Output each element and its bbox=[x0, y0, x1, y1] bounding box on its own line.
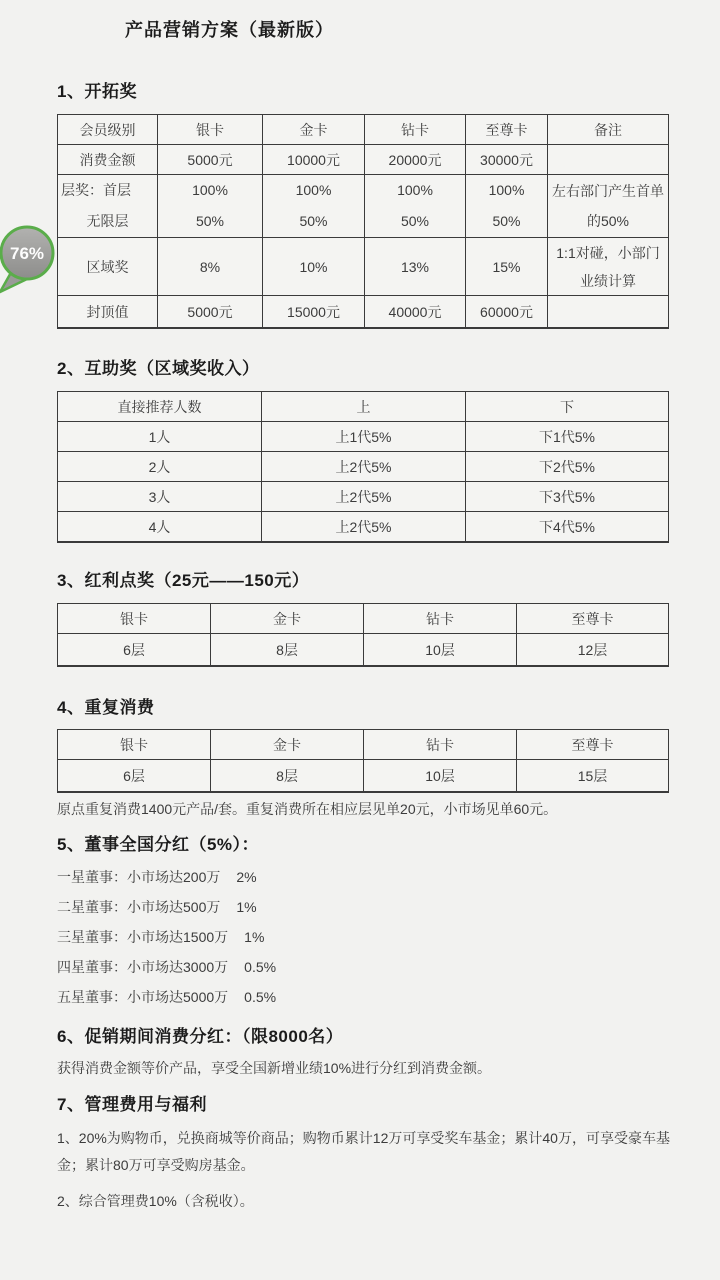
section-3-heading: 3、红利点奖（25元——150元） bbox=[57, 571, 310, 590]
table-header-cell: 至尊卡 bbox=[517, 604, 669, 634]
remark-cell: 左右部门产生首单的50% bbox=[548, 175, 669, 238]
layer-value: 50% bbox=[492, 213, 521, 229]
table-cell: 上2代5% bbox=[262, 482, 466, 512]
table-cell: 封顶值 bbox=[58, 296, 158, 329]
table-header-cell: 直接推荐人数 bbox=[58, 392, 262, 422]
table-cell: 消费金额 bbox=[58, 145, 158, 175]
table-row bbox=[58, 604, 669, 634]
dividend-pct: 0.5% bbox=[244, 989, 277, 1005]
table-cell: 8% bbox=[158, 238, 263, 296]
dividend-item bbox=[57, 869, 720, 886]
table-header-cell: 银卡 bbox=[158, 115, 263, 145]
remark-cell: 1:1对碰，小部门业绩计算 bbox=[548, 238, 669, 296]
layer-value: 100% bbox=[295, 182, 332, 198]
table-cell: 13% bbox=[365, 238, 466, 296]
table-row bbox=[58, 730, 669, 760]
table-cell: 上2代5% bbox=[262, 512, 466, 543]
table-header-cell: 备注 bbox=[548, 115, 669, 145]
mutual-aid-table bbox=[57, 391, 669, 543]
repeat-consumption-table bbox=[57, 729, 669, 793]
dividend-item bbox=[57, 959, 720, 976]
management-item: 1、20%为购物币，兑换商城等价商品；购物币累计12万可享受奖车基金；累计40万，可享受豪车基金；累计80万可享受购房基金。 bbox=[57, 1130, 670, 1173]
table-row bbox=[58, 422, 669, 452]
table-header-cell: 金卡 bbox=[211, 604, 364, 634]
table-row bbox=[58, 238, 669, 296]
dividend-label: 四星董事：小市场达3000万 bbox=[57, 959, 229, 975]
dividend-pct: 1% bbox=[244, 929, 265, 945]
dividend-label: 一星董事：小市场达200万 bbox=[57, 869, 221, 885]
table-header-cell: 银卡 bbox=[58, 730, 211, 760]
table-cell: 区域奖 bbox=[58, 238, 158, 296]
table-header-cell: 金卡 bbox=[211, 730, 364, 760]
table-cell: 40000元 bbox=[365, 296, 466, 329]
table-cell bbox=[263, 175, 365, 238]
page-title: 产品营销方案（最新版） bbox=[125, 20, 334, 40]
layer-value: 50% bbox=[195, 213, 225, 229]
table-cell: 10层 bbox=[364, 634, 517, 667]
table-row bbox=[58, 175, 669, 238]
table-cell: 下3代5% bbox=[466, 482, 669, 512]
table-cell: 15000元 bbox=[263, 296, 365, 329]
table-cell: 10% bbox=[263, 238, 365, 296]
section-5-heading: 5、董事全国分红（5%）： bbox=[57, 835, 260, 854]
table-cell: 2人 bbox=[58, 452, 262, 482]
section-1-heading: 1、开拓奖 bbox=[57, 82, 137, 101]
layer-value: 100% bbox=[397, 182, 433, 198]
table-cell: 上1代5% bbox=[262, 422, 466, 452]
table-cell: 10000元 bbox=[263, 145, 365, 175]
layer-label-line1: 层奖：首层 bbox=[61, 182, 131, 198]
table-cell: 下1代5% bbox=[466, 422, 669, 452]
promo-dividend-text: 获得消费金额等价产品，享受全国新增业绩10%进行分红到消费金额。 bbox=[57, 1060, 492, 1076]
table-header-cell: 至尊卡 bbox=[466, 115, 548, 145]
layer-value: 50% bbox=[400, 213, 430, 229]
pioneer-award-table bbox=[57, 114, 669, 329]
table-cell bbox=[58, 175, 158, 238]
table-cell bbox=[365, 175, 466, 238]
dividend-label: 五星董事：小市场达5000万 bbox=[57, 989, 229, 1005]
table-header-cell: 钻卡 bbox=[365, 115, 466, 145]
section-2-heading: 2、互助奖（区域奖收入） bbox=[57, 359, 260, 378]
table-header-cell: 上 bbox=[262, 392, 466, 422]
progress-bubble-graphic bbox=[0, 221, 61, 297]
table-cell: 20000元 bbox=[365, 145, 466, 175]
table-row bbox=[58, 392, 669, 422]
table-row bbox=[58, 452, 669, 482]
table-header-cell: 钻卡 bbox=[364, 730, 517, 760]
section-7-heading: 7、管理费用与福利 bbox=[57, 1095, 207, 1114]
table-cell: 10层 bbox=[364, 760, 517, 793]
dividend-pct: 0.5% bbox=[244, 959, 277, 975]
management-item: 2、综合管理费10%（含税收）。 bbox=[57, 1193, 254, 1209]
dividend-item bbox=[57, 929, 720, 946]
table-cell: 8层 bbox=[211, 760, 364, 793]
bonus-point-table bbox=[57, 603, 669, 667]
section-6-heading: 6、促销期间消费分红：（限8000名） bbox=[57, 1027, 344, 1046]
table-cell: 5000元 bbox=[158, 296, 263, 329]
table-cell bbox=[548, 145, 669, 175]
table-cell: 6层 bbox=[58, 634, 211, 667]
table-cell bbox=[548, 296, 669, 329]
table-cell: 15% bbox=[466, 238, 548, 296]
table-cell: 下4代5% bbox=[466, 512, 669, 543]
table-cell: 30000元 bbox=[466, 145, 548, 175]
table-header-cell: 银卡 bbox=[58, 604, 211, 634]
table-cell: 12层 bbox=[517, 634, 669, 667]
table-cell: 上2代5% bbox=[262, 452, 466, 482]
table-cell: 6层 bbox=[58, 760, 211, 793]
layer-value: 100% bbox=[192, 182, 228, 198]
dividend-pct: 2% bbox=[236, 869, 257, 885]
dividend-label: 三星董事：小市场达1500万 bbox=[57, 929, 229, 945]
progress-bubble-label: 76% bbox=[9, 244, 45, 263]
dividend-label: 二星董事：小市场达500万 bbox=[57, 899, 221, 915]
dividend-item bbox=[57, 989, 720, 1006]
table-row bbox=[58, 512, 669, 543]
progress-bubble[interactable] bbox=[0, 221, 61, 297]
table-cell: 下2代5% bbox=[466, 452, 669, 482]
table-cell: 8层 bbox=[211, 634, 364, 667]
table-row bbox=[58, 760, 669, 793]
table-header-cell: 至尊卡 bbox=[517, 730, 669, 760]
table-cell: 60000元 bbox=[466, 296, 548, 329]
table-row bbox=[58, 296, 669, 329]
repeat-consumption-note: 原点重复消费1400元产品/套。重复消费所在相应层见单20元，小市场见单60元。 bbox=[57, 801, 558, 817]
table-header-cell: 钻卡 bbox=[364, 604, 517, 634]
table-cell: 1人 bbox=[58, 422, 262, 452]
table-header-cell: 会员级别 bbox=[58, 115, 158, 145]
table-cell bbox=[466, 175, 548, 238]
section-4-heading: 4、重复消费 bbox=[57, 698, 155, 717]
table-cell bbox=[158, 175, 263, 238]
table-row bbox=[58, 115, 669, 145]
dividend-pct: 1% bbox=[236, 899, 257, 915]
layer-value: 100% bbox=[488, 182, 525, 198]
table-header-cell: 金卡 bbox=[263, 115, 365, 145]
layer-value: 50% bbox=[299, 213, 328, 229]
table-cell: 3人 bbox=[58, 482, 262, 512]
table-header-cell: 下 bbox=[466, 392, 669, 422]
layer-label-line2: 无限层 bbox=[86, 213, 129, 229]
table-row bbox=[58, 145, 669, 175]
table-row bbox=[58, 482, 669, 512]
table-cell: 5000元 bbox=[158, 145, 263, 175]
dividend-item bbox=[57, 899, 720, 916]
table-row bbox=[58, 634, 669, 667]
table-cell: 4人 bbox=[58, 512, 262, 543]
table-cell: 15层 bbox=[517, 760, 669, 793]
